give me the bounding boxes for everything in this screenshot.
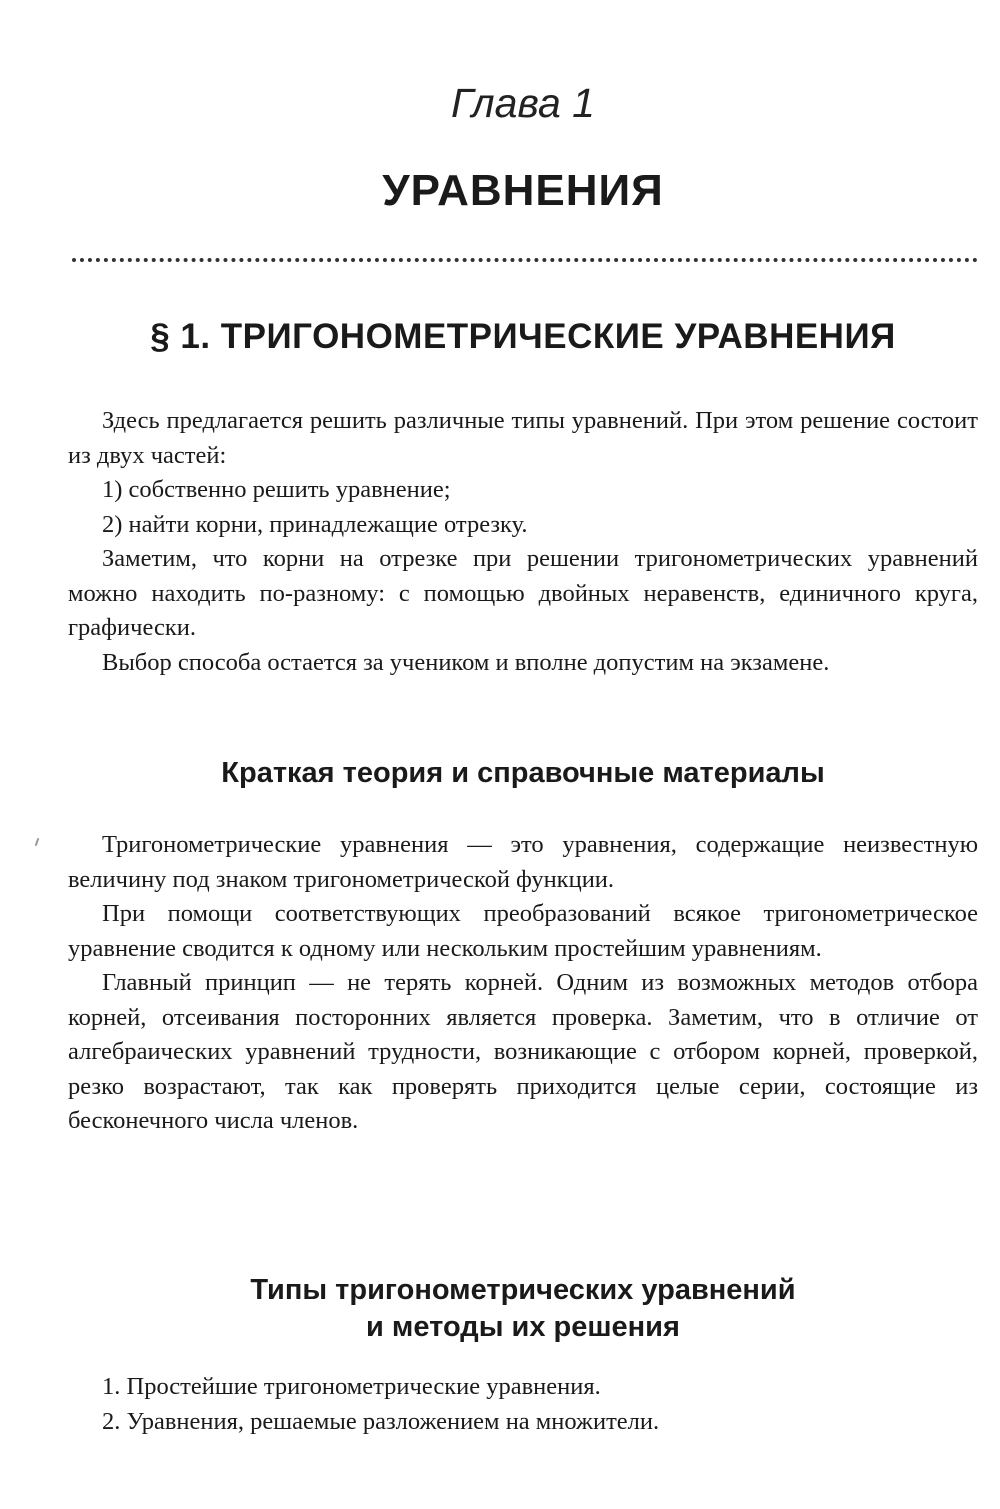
types-heading-line1: Типы тригонометрических уравнений xyxy=(250,1274,796,1306)
margin-mark xyxy=(35,838,40,846)
types-heading xyxy=(68,1272,978,1346)
intro-block xyxy=(68,404,978,680)
types-list xyxy=(68,1370,978,1439)
page xyxy=(68,0,978,1509)
intro-list-item: 1) собственно решить уравнение; xyxy=(102,476,451,503)
theory-paragraph: Главный принцип — не терять корней. Одним из возможных методов отбора корней, отсеивания посторонних является проверка. Заметим, что в отличие от алгебраических уравнений трудности, возникающие с отбором корней, проверкой, резко возрастают, так как проверять приходится целые серии, состоящие из бесконечного числа членов. xyxy=(68,969,978,1134)
intro-paragraph: Здесь предлагается решить различные типы уравнений. При этом решение состоит из двух частей: xyxy=(68,407,978,469)
intro-paragraph: Выбор способа остается за учеником и вполне допустим на экзамене. xyxy=(102,648,830,676)
intro-paragraph: Заметим, что корни на отрезке при решении тригонометрических уравнений можно находить по-разному: с помощью двойных неравенств, единичного круга, графически. xyxy=(68,545,978,641)
types-list-item: 2. Уравнения, решаемые разложением на множители. xyxy=(102,1407,660,1435)
section-title: § 1. ТРИГОНОМЕТРИЧЕСКИЕ УРАВНЕНИЯ xyxy=(150,317,896,356)
chapter-label: Глава 1 xyxy=(451,80,595,126)
intro-list-item: 2) найти корни, принадлежащие отрезку. xyxy=(102,510,528,538)
theory-heading: Краткая теория и справочные материалы xyxy=(221,757,825,789)
dotted-divider xyxy=(72,258,978,262)
types-list-item: 1. Простейшие тригонометрические уравнения. xyxy=(102,1373,601,1400)
theory-block xyxy=(68,828,978,1139)
theory-paragraph: Тригонометрические уравнения — это уравнения, содержащие неизвестную величину под знаком тригонометрической функции. xyxy=(68,831,978,893)
theory-paragraph: При помощи соответствующих преобразований всякое тригонометрическое уравнение сводится к одному или нескольким простейшим уравнениям. xyxy=(68,900,978,962)
chapter-title: УРАВНЕНИЯ xyxy=(382,166,664,215)
types-heading-line2: и методы их решения xyxy=(366,1311,680,1343)
